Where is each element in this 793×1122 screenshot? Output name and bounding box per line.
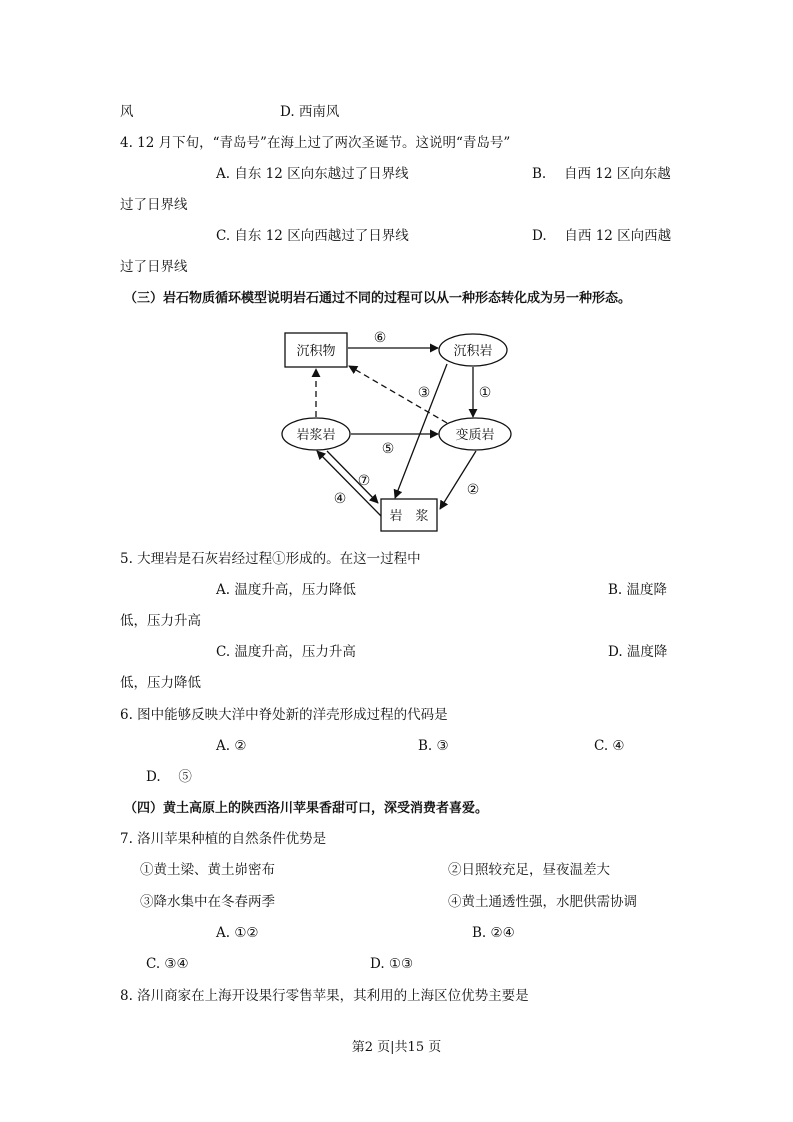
question-5-option-c: C. 温度升高，压力升高 — [216, 644, 356, 660]
question-5-option-a: A. 温度升高，压力降低 — [216, 582, 356, 598]
question-5-option-b-tail: 低，压力升高 — [120, 613, 201, 629]
question-6-stem: 6. 图中能够反映大洋中脊处新的洋壳形成过程的代码是 — [120, 707, 448, 723]
question-7-statement-4: ④黄土通透性强，水肥供需协调 — [448, 894, 637, 910]
question-4-option-c: C. 自东 12 区向西越过了日界线 — [216, 228, 409, 244]
process-label-1: ① — [478, 385, 492, 401]
question-5-option-d-tail: 低，压力降低 — [120, 675, 201, 691]
process-label-5: ⑤ — [381, 441, 395, 457]
arrow-dashed-metamorphic-to-sediment — [349, 366, 447, 423]
question-7-statement-3: ③降水集中在冬春两季 — [140, 894, 275, 910]
process-label-4: ④ — [333, 491, 347, 507]
option-d: D. 西南风 — [280, 104, 340, 120]
process-label-7: ⑦ — [357, 473, 371, 489]
question-4-option-b: B. 自西 12 区向东越 — [532, 166, 671, 182]
question-4-stem: 4. 12 月下旬，“青岛号”在海上过了两次圣诞节。这说明“青岛号” — [120, 135, 511, 151]
question-4-option-d: D. 自西 12 区向西越 — [532, 228, 672, 244]
page-footer: 第2 页|共15 页 — [351, 1040, 442, 1055]
option-c-tail: 风 — [120, 104, 134, 120]
question-5-option-b: B. 温度降 — [608, 582, 668, 598]
question-6-option-c: C. ④ — [594, 738, 625, 754]
question-7-statement-1: ①黄土梁、黄土峁密布 — [140, 862, 275, 878]
question-6-option-b: B. ③ — [418, 738, 449, 754]
sediment-label: 沉积物 — [296, 344, 336, 359]
sedimentary-rock-label: 沉积岩 — [453, 344, 493, 359]
arrow-4-magma-to-igneous — [317, 451, 381, 516]
section-3-title: （三）岩石物质循环模型说明岩石通过不同的过程可以从一种形态转化成为另一种形态。 — [124, 291, 632, 306]
question-7-option-a: A. ①② — [216, 925, 259, 941]
question-6-option-a: A. ② — [216, 738, 247, 754]
question-5-option-d: D. 温度降 — [608, 644, 668, 660]
arrow-2-metamorphic-to-magma — [440, 451, 476, 509]
question-7-option-c: C. ③④ — [146, 956, 189, 972]
process-label-2: ② — [466, 482, 480, 498]
question-7-option-b: B. ②④ — [472, 925, 515, 941]
process-label-6: ⑥ — [373, 330, 387, 346]
section-4-title: （四）黄土高原上的陕西洛川苹果香甜可口，深受消费者喜爱。 — [124, 801, 489, 816]
igneous-rock-label: 岩浆岩 — [296, 428, 336, 443]
question-5-stem: 5. 大理岩是石灰岩经过程①形成的。在这一过程中 — [120, 551, 421, 567]
question-4-option-d-tail: 过了日界线 — [120, 259, 188, 275]
question-4-option-b-tail: 过了日界线 — [120, 197, 188, 213]
question-6-option-d: D. ⑤ — [146, 769, 192, 785]
magma-label: 岩 浆 — [389, 509, 429, 524]
rock-cycle-diagram — [0, 0, 793, 560]
question-8-stem: 8. 洛川商家在上海开设果行零售苹果，其利用的上海区位优势主要是 — [120, 988, 529, 1004]
metamorphic-rock-label: 变质岩 — [455, 428, 495, 443]
question-7-option-d: D. ①③ — [370, 956, 414, 972]
question-7-stem: 7. 洛川苹果种植的自然条件优势是 — [120, 831, 327, 847]
question-4-option-a: A. 自东 12 区向东越过了日界线 — [216, 166, 409, 182]
process-label-3: ③ — [417, 385, 431, 401]
question-7-statement-2: ②日照较充足，昼夜温差大 — [448, 862, 610, 878]
